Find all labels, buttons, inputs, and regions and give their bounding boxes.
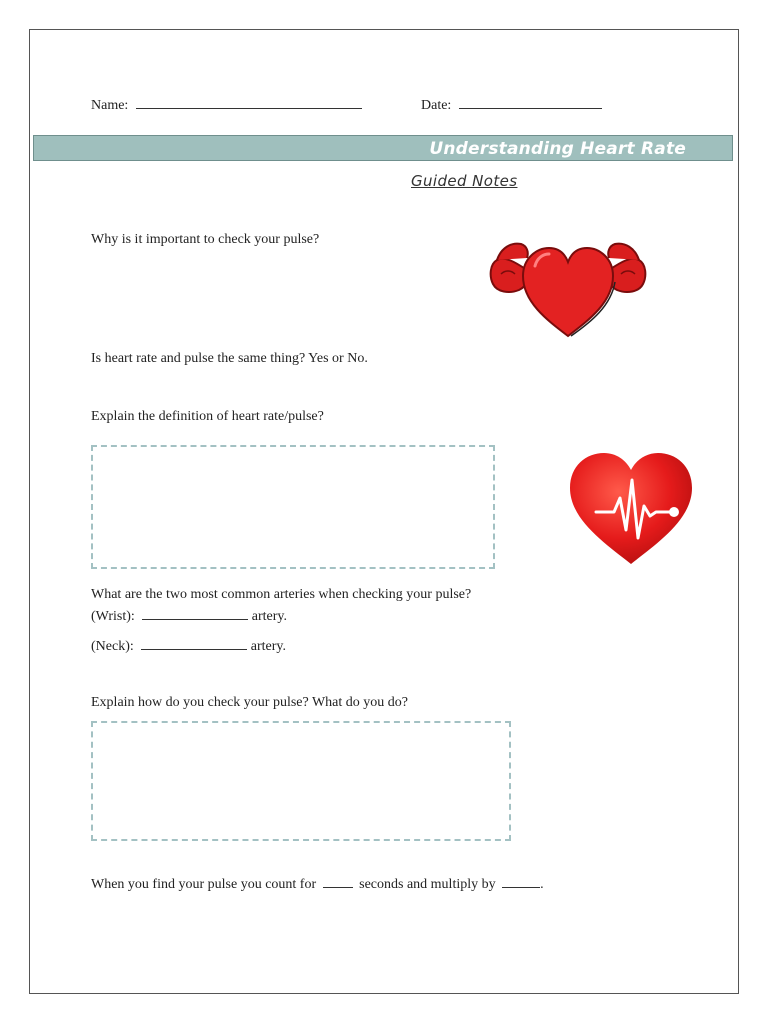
question-why-check-pulse: Why is it important to check your pulse? <box>91 232 320 247</box>
date-blank[interactable] <box>459 95 602 109</box>
question-arteries: What are the two most common arteries when checking your pulse? <box>91 587 472 602</box>
name-blank[interactable] <box>136 95 362 109</box>
date-field <box>421 95 602 114</box>
title-bar <box>33 135 733 161</box>
answer-box-how-check[interactable] <box>91 721 511 841</box>
wrist-label: (Wrist): <box>91 609 135 624</box>
question-definition: Explain the definition of heart rate/pulse? <box>91 409 324 424</box>
answer-box-definition[interactable] <box>91 445 495 569</box>
date-label: Date: <box>421 98 452 113</box>
wrist-artery-suffix: artery. <box>251 609 287 624</box>
heartbeat-heart-icon <box>566 450 696 568</box>
wrist-artery-line <box>91 606 287 625</box>
count-text-part1: When you find your pulse you count for <box>91 877 317 892</box>
question-same-thing: Is heart rate and pulse the same thing? Yes or No. <box>91 351 368 366</box>
count-text-end: . <box>540 877 544 892</box>
question-count-seconds <box>91 874 544 893</box>
wrist-artery-blank[interactable] <box>142 606 248 620</box>
page-title: Understanding Heart Rate <box>429 139 686 159</box>
name-label: Name: <box>91 98 129 113</box>
multiplier-blank[interactable] <box>502 874 540 888</box>
page-subtitle: Guided Notes <box>411 172 518 190</box>
neck-artery-line <box>91 636 286 655</box>
neck-artery-suffix: artery. <box>250 639 286 654</box>
count-text-part2: seconds and multiply by <box>359 877 496 892</box>
neck-artery-blank[interactable] <box>141 636 247 650</box>
seconds-blank[interactable] <box>323 874 353 888</box>
muscular-heart-icon <box>487 236 649 340</box>
question-how-check: Explain how do you check your pulse? What do you do? <box>91 695 409 710</box>
name-field <box>91 95 362 114</box>
neck-label: (Neck): <box>91 639 134 654</box>
